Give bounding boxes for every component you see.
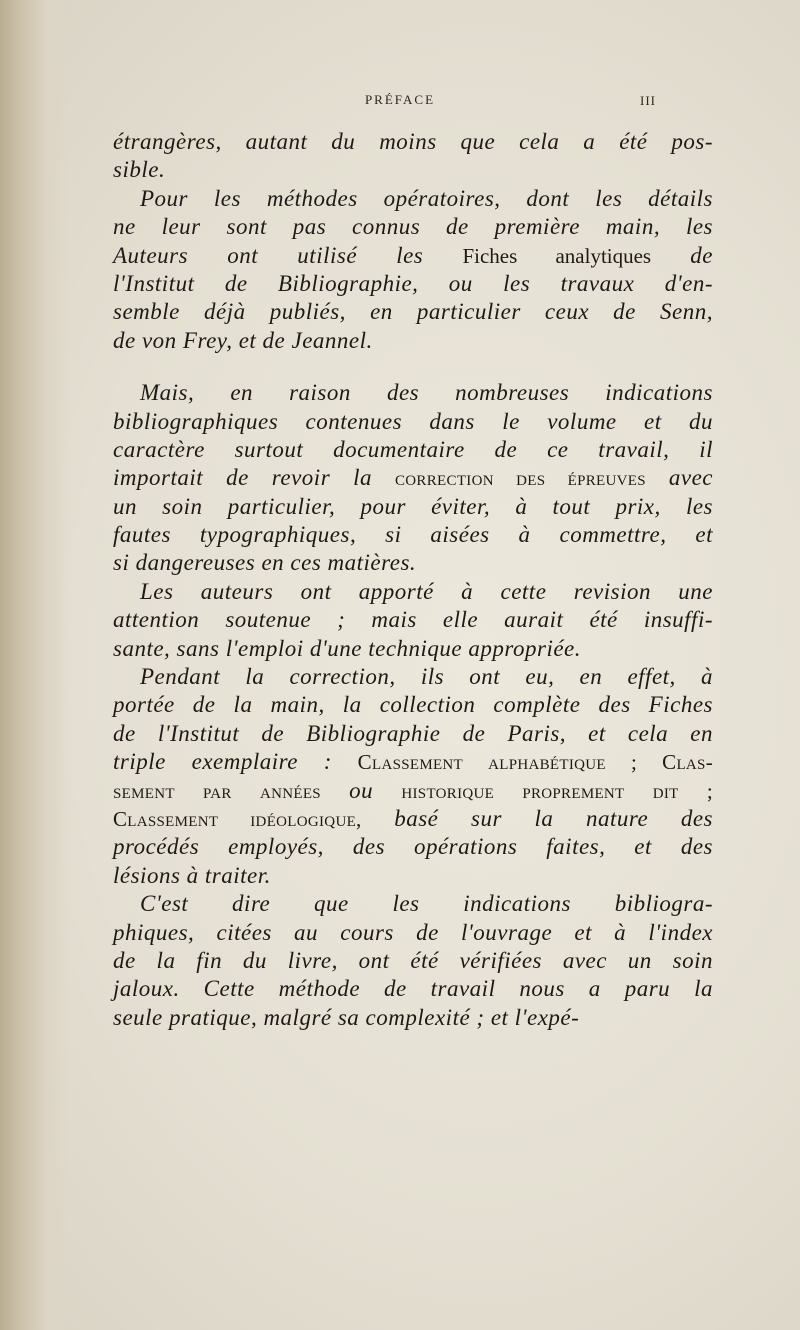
text-line — [113, 833, 713, 861]
text-line — [113, 327, 713, 355]
text-run: de la fin du livre, ont été vérifiées avec un soin — [113, 947, 713, 973]
text-run: importait de revoir la — [113, 465, 395, 491]
text-run: Pendant la correction, ils ont eu, en effet, à — [140, 664, 713, 690]
text-run: historique proprement dit ; — [373, 778, 713, 803]
text-line — [113, 549, 713, 577]
text-line — [113, 408, 713, 436]
text-line — [113, 919, 713, 947]
paragraph-gap — [113, 355, 713, 379]
text-run: jaloux. Cette méthode de travail nous a paru la — [113, 976, 713, 1002]
text-run: portée de la main, la collection complète des Fiches — [113, 692, 713, 718]
text-line — [113, 521, 713, 549]
text-run: Pour les méthodes opératoires, dont les détails — [140, 185, 713, 211]
paragraph — [113, 185, 713, 355]
text-line — [113, 298, 713, 326]
text-line — [113, 379, 713, 407]
text-line — [113, 242, 713, 270]
paragraph — [113, 379, 713, 578]
text-run: un soin particulier, pour éviter, à tout prix, les — [113, 493, 713, 519]
text-run: C'est dire que les indications bibliogra- — [140, 891, 713, 917]
text-run: attention soutenue ; mais elle aurait été insuffi- — [113, 607, 713, 633]
text-run: lésions à traiter. — [113, 862, 271, 888]
text-run: sante, sans l'emploi d'une technique appropriée. — [113, 635, 581, 661]
text-line — [113, 493, 713, 521]
page-number: III — [640, 93, 656, 108]
text-run: de l'Institut de Bibliographie de Paris, et cela en — [113, 720, 713, 746]
text-line — [113, 947, 713, 975]
text-run: étrangères, autant du moins que cela a été pos- — [113, 129, 713, 154]
text-line — [113, 691, 713, 719]
text-run: Classement alphabétique ; Clas- — [357, 750, 713, 775]
paragraph — [113, 128, 713, 185]
text-run: sement par années — [113, 778, 350, 803]
text-run: basé sur la nature des — [361, 805, 713, 831]
text-line — [113, 635, 713, 663]
text-run: ne leur sont pas connus de première main, les — [113, 214, 713, 240]
text-run: semble déjà publiés, en particulier ceux de Senn, — [113, 299, 713, 325]
page-header — [0, 92, 800, 112]
text-line — [113, 890, 713, 918]
text-line — [113, 156, 713, 184]
text-line — [113, 213, 713, 241]
page-gutter-shadow — [0, 0, 70, 1330]
text-run: caractère surtout documentaire de ce travail, il — [113, 436, 713, 462]
text-run: l'Institut de Bibliographie, ou les travaux d'en- — [113, 270, 713, 296]
text-run: Mais, en raison des nombreuses indications — [140, 380, 713, 406]
text-run: Fiches analytiques — [462, 243, 652, 268]
text-line — [113, 606, 713, 634]
text-line — [113, 270, 713, 298]
body-text — [113, 128, 713, 1032]
text-line — [113, 464, 713, 492]
text-run: de von Frey, et de Jeannel. — [113, 327, 373, 353]
text-run: bibliographiques contenues dans le volume et du — [113, 408, 713, 434]
text-run: phiques, citées au cours de l'ouvrage et à l'index — [113, 919, 713, 945]
text-run: correction des épreuves — [395, 466, 646, 491]
paragraph — [113, 663, 713, 890]
text-run: Classement idéologique, — [113, 806, 362, 831]
text-line — [113, 578, 713, 606]
text-run: procédés employés, des opérations faites, et des — [113, 834, 713, 860]
text-line — [113, 748, 713, 776]
text-run: de — [651, 242, 714, 268]
text-line — [113, 805, 713, 833]
text-line — [113, 128, 713, 156]
text-run: fautes typographiques, si aisées à commettre, et — [113, 522, 713, 548]
text-line — [113, 720, 713, 748]
text-line — [113, 777, 713, 805]
text-run: Auteurs ont utilisé les — [113, 242, 463, 268]
paragraph — [113, 578, 713, 663]
text-run: triple exemplaire : — [113, 749, 358, 775]
paragraph — [113, 890, 713, 1032]
text-line — [113, 975, 713, 1003]
text-run: ou — [349, 777, 374, 803]
running-head: PRÉFACE — [364, 92, 436, 107]
text-run: sible. — [113, 157, 166, 183]
text-line — [113, 862, 713, 890]
text-run: seule pratique, malgré sa complexité ; et l'expé- — [113, 1004, 580, 1030]
text-run: avec — [645, 465, 713, 491]
text-line — [113, 663, 713, 691]
text-line — [113, 185, 713, 213]
text-run: Les auteurs ont apporté à cette revision une — [140, 578, 713, 604]
text-run: si dangereuses en ces matières. — [113, 550, 417, 576]
text-line — [113, 436, 713, 464]
text-line — [113, 1004, 713, 1032]
